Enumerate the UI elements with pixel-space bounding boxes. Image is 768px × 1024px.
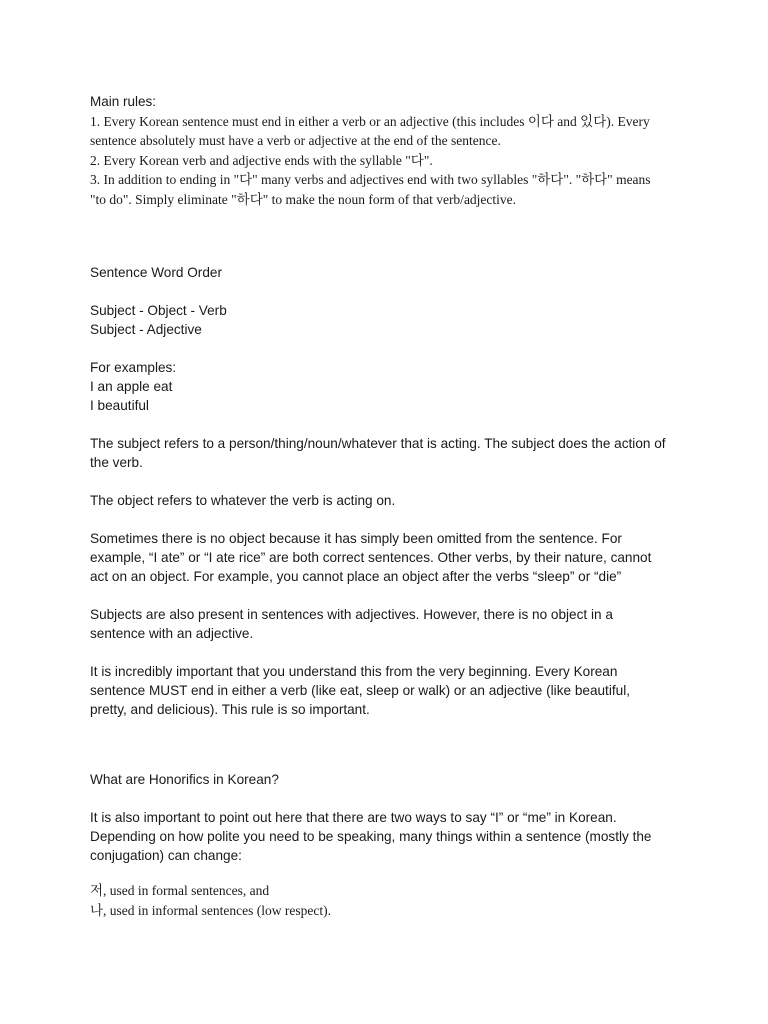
important-paragraph-line: pretty, and delicious). This rule is so important. — [90, 702, 370, 717]
adjectives-paragraph-line: sentence with an adjective. — [90, 626, 254, 641]
pattern-line: Subject - Adjective — [90, 322, 202, 337]
honorifics-intro-line: Depending on how polite you need to be speaking, many things within a sentence (mostly the — [90, 829, 652, 844]
honorifics-intro-line: It is also important to point out here that there are two ways to say “I” or “me” in Korean. — [90, 810, 617, 825]
honorifics-intro-line: conjugation) can change: — [90, 848, 242, 863]
informal-pronoun-line: 나, used in informal sentences (low respect). — [90, 902, 331, 918]
subject-paragraph-line: the verb. — [90, 455, 143, 470]
formal-pronoun-line: 저, used in formal sentences, and — [90, 883, 270, 898]
object-paragraph-line: The object refers to whatever the verb is acting on. — [90, 493, 396, 508]
example-line: I an apple eat — [90, 379, 173, 394]
rule-line: 3. In addition to ending in "다" many verbs and adjectives end with two syllables "하다". "하다" means — [90, 172, 651, 187]
word-order-heading: Sentence Word Order — [90, 265, 222, 280]
main-rules-heading: Main rules: — [90, 94, 157, 109]
pattern-line: Subject - Object - Verb — [90, 303, 227, 318]
honorific-forms-list — [90, 881, 331, 920]
rule-line: 1. Every Korean sentence must end in either a verb or an adjective (this includes 이다 and 있다). Every — [90, 113, 650, 129]
important-paragraph-line: sentence MUST end in either a verb (like eat, sleep or walk) or an adjective (like beautiful, — [90, 683, 630, 698]
rule-line: 2. Every Korean verb and adjective ends with the syllable "다". — [90, 152, 433, 168]
rule-line: "to do". Simply eliminate "하다" to make the noun form of that verb/adjective. — [90, 191, 517, 207]
omitted-paragraph-line: example, “I ate” or “I ate rice” are both correct sentences. Other verbs, by their nature, cannot — [90, 550, 652, 565]
example-line: I beautiful — [90, 398, 149, 413]
subject-paragraph-line: The subject refers to a person/thing/noun/whatever that is acting. The subject does the action of — [90, 436, 666, 451]
rule-line: sentence absolutely must have a verb or adjective at the end of the sentence. — [90, 133, 501, 148]
word-order-section — [90, 263, 666, 719]
adjectives-paragraph-line: Subjects are also present in sentences with adjectives. However, there is no object in a — [90, 607, 613, 622]
omitted-paragraph-line: Sometimes there is no object because it has simply been omitted from the sentence. For — [90, 531, 622, 546]
honorifics-section — [90, 770, 651, 865]
omitted-paragraph-line: act on an object. For example, you cannot place an object after the verbs “sleep” or “die” — [90, 569, 622, 584]
examples-label: For examples: — [90, 360, 177, 375]
honorifics-heading: What are Honorifics in Korean? — [90, 772, 279, 787]
main-rules-section — [90, 92, 651, 209]
important-paragraph-line: It is incredibly important that you understand this from the very beginning. Every Korean — [90, 664, 618, 679]
